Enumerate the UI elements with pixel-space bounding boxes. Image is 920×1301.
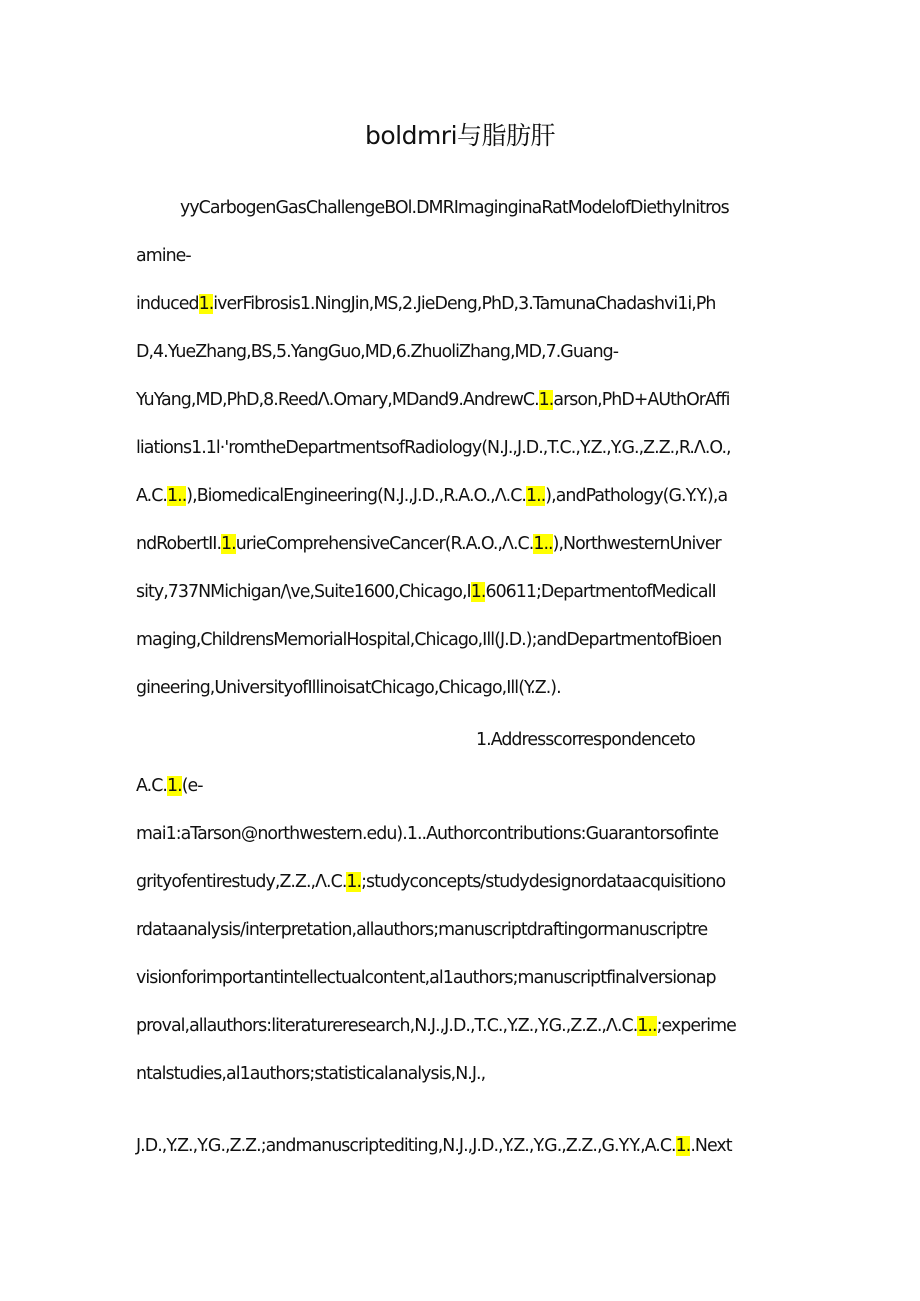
text-line xyxy=(136,580,716,604)
text-line xyxy=(476,728,695,752)
text-line xyxy=(136,676,561,700)
text-line xyxy=(136,244,191,268)
text-line xyxy=(136,1062,485,1086)
text-segment: proval,allauthors:literatureresearch,N.J.,J.D.,T.C.,Y.Z.,Y.G.,Z.Z.,Λ.C. xyxy=(136,1016,638,1036)
text-segment: ;studyconcepts/studydesignordataacquisitiono xyxy=(361,872,726,892)
text-segment: liations1.1l·'romtheDepartmentsofRadiology(N.J.,J.D.,T.C.,Y.Z.,Y.G.,Z.Z.,R.Λ.O., xyxy=(136,438,731,458)
text-segment: D,4.YueZhang,BS,5.YangGuo,MD,6.ZhuoliZhang,MD,7.Guang- xyxy=(136,342,619,362)
text-line xyxy=(136,1014,736,1038)
text-segment: A.C. xyxy=(136,486,167,506)
text-segment: urieComprehensiveCancer(R.A.O.,Λ.C. xyxy=(235,534,534,554)
text-segment: 60611;DepartmentofMedicalI xyxy=(485,582,716,602)
text-line xyxy=(136,918,707,942)
text-segment: gineering,UniversityofIllinoisatChicago,Chicago,Ill(Y.Z.). xyxy=(136,678,561,698)
highlighted-text: 1.. xyxy=(637,1016,657,1036)
text-segment: YuYang,MD,PhD,8.ReedΛ.Omary,MDand9.AndrewC. xyxy=(136,390,539,410)
text-segment: maging,ChildrensMemorialHospital,Chicago,Ill(J.D.);andDepartmentofBioen xyxy=(136,630,722,650)
text-segment: sity,737NMichigan∕\ve,Suite1600,Chicago,I xyxy=(136,582,471,602)
text-segment: grityofentirestudy,Z.Z.,Λ.C. xyxy=(136,872,347,892)
text-segment: 1.Addresscorrespondenceto xyxy=(476,730,695,750)
highlighted-text: 1. xyxy=(470,582,486,602)
text-segment: ),NorthwesternUniver xyxy=(552,534,721,554)
text-segment: visionforimportantintellectualcontent,al1authors;manuscriptfinalversionap xyxy=(136,968,716,988)
text-line xyxy=(136,388,730,412)
text-segment: mai1:aTarson@northwestern.edu).1..Authorcontributions:Guarantorsofinte xyxy=(136,824,719,844)
highlighted-text: 1. xyxy=(538,390,554,410)
text-line xyxy=(136,822,718,846)
text-segment: (e- xyxy=(181,776,203,796)
text-segment: J.D.,Y.Z.,Y.G.,Z.Z.;andmanuscriptediting,N.J.,J.D.,Y.Z.,Y.G.,Z.Z.,G.Y.Y.,A.C. xyxy=(136,1136,676,1156)
page-title: boldmri与脂肪肝 xyxy=(364,121,556,150)
text-line xyxy=(136,774,203,798)
highlighted-text: 1. xyxy=(675,1136,691,1156)
highlighted-text: 1. xyxy=(221,534,236,554)
text-segment: ;experime xyxy=(656,1016,736,1036)
text-segment: ),andPathology(G.Y.Y.),a xyxy=(545,486,728,506)
highlighted-text: 1. xyxy=(167,776,182,796)
text-line xyxy=(136,870,725,894)
text-line xyxy=(136,292,716,316)
text-segment: ),BiomedicalEngineering(N.J.,J.D.,R.A.O.,Λ.C. xyxy=(186,486,527,506)
text-segment: iverFibrosis1.NingJin,MS,2.JieDeng,PhD,3.TamunaChadashvi1i,Ph xyxy=(213,294,716,314)
text-line xyxy=(136,1134,732,1158)
text-line xyxy=(136,532,721,556)
text-segment: induced xyxy=(136,294,199,314)
text-segment: arson,PhD+AUthOrAffi xyxy=(553,390,730,410)
highlighted-text: 1. xyxy=(198,294,214,314)
text-line xyxy=(136,628,721,652)
text-segment: rdataanalysis/interpretation,allauthors;manuscriptdraftingormanuscriptre xyxy=(136,920,708,940)
text-segment: ndRobertII. xyxy=(136,534,222,554)
text-segment: ntalstudies,al1authors;statisticalanalysis,N.J., xyxy=(136,1064,486,1084)
text-line xyxy=(136,340,618,364)
text-line xyxy=(180,196,729,220)
text-segment: A.C. xyxy=(136,776,167,796)
text-segment: amine- xyxy=(136,246,191,266)
text-segment: yyCarbogenGasChallengeBOl.DMRImaginginaRatModelofDiethylnitros xyxy=(180,198,729,218)
text-line xyxy=(136,966,716,990)
highlighted-text: 1.. xyxy=(533,534,553,554)
text-line xyxy=(136,484,727,508)
text-line xyxy=(136,436,731,460)
highlighted-text: 1.. xyxy=(526,486,546,506)
highlighted-text: 1. xyxy=(346,872,362,892)
highlighted-text: 1.. xyxy=(167,486,187,506)
text-segment: .Next xyxy=(690,1136,732,1156)
